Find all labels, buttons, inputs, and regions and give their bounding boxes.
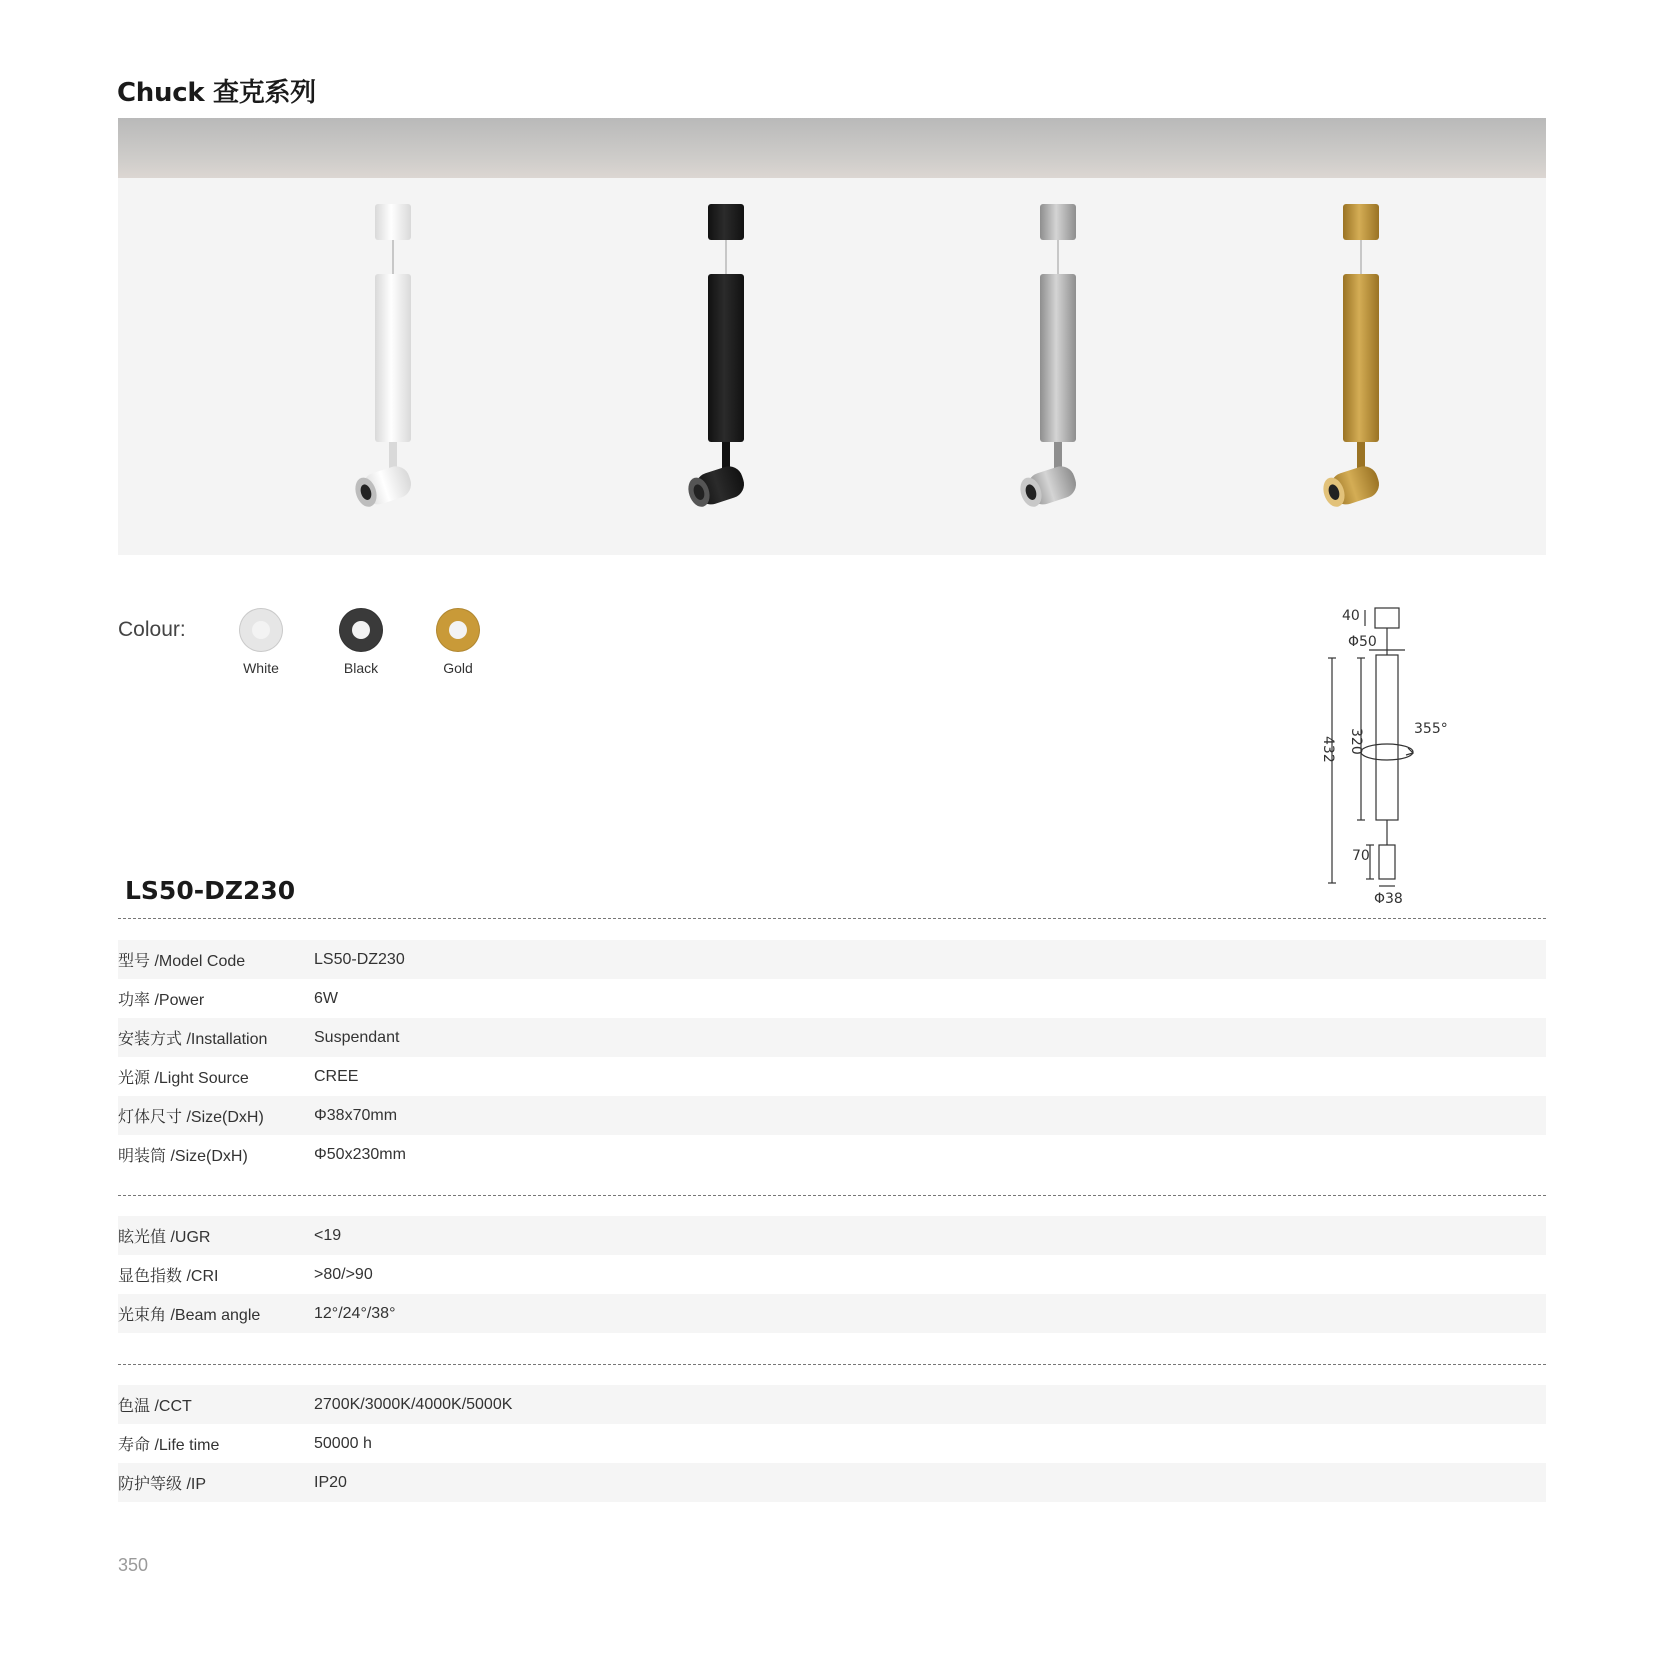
spec-label: 防护等级 /IP	[118, 1463, 314, 1502]
colour-swatch-gold	[418, 608, 498, 676]
lamp-tube	[708, 274, 744, 442]
spec-value: LS50-DZ230	[314, 940, 1546, 979]
pendant-lamp-gold-icon	[1301, 118, 1421, 555]
canopy-outline	[1375, 608, 1399, 628]
table-row	[118, 1294, 1546, 1333]
dim-head-height: 70	[1352, 848, 1370, 864]
spec-table-performance	[118, 1385, 1546, 1502]
colour-swatch-black	[321, 608, 401, 676]
dim-top-height: 40	[1342, 608, 1360, 624]
lamp-tube	[1343, 274, 1379, 442]
spec-value: >80/>90	[314, 1265, 373, 1283]
pendant-lamp-silver-icon	[998, 118, 1118, 555]
lamp-stem	[722, 442, 730, 468]
table-row	[118, 1255, 1546, 1294]
product-photo-banner	[118, 118, 1546, 555]
pendant-lamp-black-icon	[666, 118, 786, 555]
page-number: 350	[118, 1555, 149, 1575]
spec-value: Suspendant	[314, 1018, 1546, 1057]
table-row	[118, 1463, 1546, 1502]
model-code-title: LS50-DZ230	[125, 876, 296, 905]
spec-value: 6W	[314, 989, 338, 1007]
pendant-lamp-black-icon	[666, 118, 786, 555]
lamp-stem	[1054, 442, 1062, 468]
table-row	[118, 1018, 1546, 1057]
lamp-canopy	[1343, 204, 1379, 240]
spec-value: Φ38x70mm	[314, 1096, 1546, 1135]
lamp-stem	[389, 442, 397, 468]
spec-value: <19	[314, 1216, 1546, 1255]
dim-overall-height: 432	[1320, 736, 1336, 763]
lamp-head	[352, 463, 415, 511]
spec-label: 明装筒 /Size(DxH)	[118, 1148, 248, 1165]
table-row	[118, 1385, 1546, 1424]
lamp-stem	[1357, 442, 1365, 468]
divider	[118, 1364, 1546, 1365]
pendant-lamp-white-icon	[333, 118, 453, 555]
dimension-drawing	[1290, 598, 1450, 908]
spec-label: 寿命 /Life time	[118, 1437, 220, 1454]
lamp-head	[685, 463, 748, 511]
dim-tube-height: 320	[1348, 728, 1364, 755]
spec-value: CREE	[314, 1067, 359, 1085]
table-row	[118, 1096, 1546, 1135]
spec-label: 光束角 /Beam angle	[118, 1294, 314, 1333]
spec-label: 色温 /CCT	[118, 1385, 314, 1424]
colour-swatch-white	[221, 608, 301, 676]
divider	[118, 918, 1546, 919]
spec-table-basic	[118, 940, 1546, 1174]
pendant-lamp-white-icon	[333, 118, 453, 555]
spec-value: IP20	[314, 1463, 1546, 1502]
lamp-tube	[1040, 274, 1076, 442]
swatch-label: Black	[343, 660, 379, 676]
lamp-head	[1017, 463, 1080, 511]
lamp-head	[1320, 463, 1383, 511]
swatch-ring	[436, 608, 480, 652]
lamp-tube	[375, 274, 411, 442]
spec-label: 安装方式 /Installation	[118, 1018, 314, 1057]
spec-label: 眩光值 /UGR	[118, 1216, 314, 1255]
spec-table-optical	[118, 1216, 1546, 1333]
spec-label: 灯体尺寸 /Size(DxH)	[118, 1096, 314, 1135]
spec-value: Φ50x230mm	[314, 1145, 406, 1163]
swatch-ring	[339, 608, 383, 652]
lamp-canopy	[708, 204, 744, 240]
head-outline	[1379, 845, 1395, 879]
swatch-label: Gold	[443, 660, 473, 676]
dim-top-diameter: Φ50	[1348, 634, 1377, 650]
swatch-label: White	[243, 660, 279, 676]
spec-value: 12°/24°/38°	[314, 1294, 1546, 1333]
table-row	[118, 940, 1546, 979]
lamp-canopy	[375, 204, 411, 240]
spec-label: 型号 /Model Code	[118, 940, 314, 979]
tube-outline	[1376, 655, 1398, 820]
lamp-canopy	[1040, 204, 1076, 240]
table-row	[118, 979, 1546, 1018]
spec-value: 50000 h	[314, 1434, 372, 1452]
pendant-lamp-silver-icon	[998, 118, 1118, 555]
divider	[118, 1195, 1546, 1196]
colour-label: Colour:	[118, 618, 186, 641]
spec-label: 功率 /Power	[118, 992, 205, 1009]
spec-value: 2700K/3000K/4000K/5000K	[314, 1385, 1546, 1424]
dim-rotation: 355°	[1414, 721, 1448, 737]
pendant-lamp-gold-icon	[1301, 118, 1421, 555]
spec-label: 显色指数 /CRI	[118, 1268, 219, 1285]
dim-head-diameter: Φ38	[1374, 891, 1403, 907]
table-row	[118, 1424, 1546, 1463]
table-row	[118, 1216, 1546, 1255]
series-title: Chuck 查克系列	[117, 78, 316, 108]
swatch-ring	[239, 608, 283, 652]
table-row	[118, 1135, 1546, 1174]
table-row	[118, 1057, 1546, 1096]
spec-label: 光源 /Light Source	[118, 1070, 249, 1087]
